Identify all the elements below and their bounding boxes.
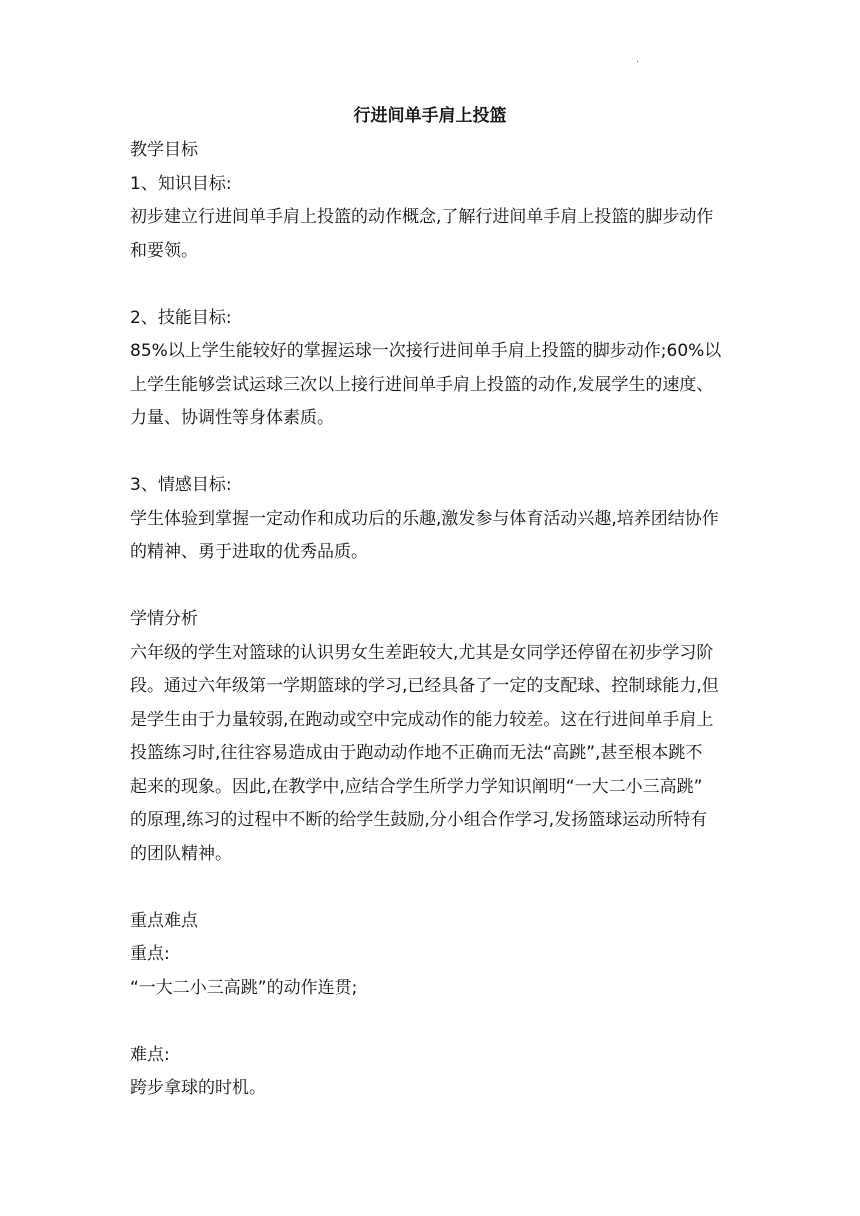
key-point-label: 重点: <box>130 944 170 964</box>
document-title: 行进间单手肩上投篮 <box>353 106 507 126</box>
analysis-line: 段。通过六年级第一学期篮球的学习,已经具备了一定的支配球、控制球能力,但 <box>130 676 719 696</box>
analysis-line: 是学生由于力量较弱,在跑动或空中完成动作的能力较差。这在行进间单手肩上 <box>130 709 714 730</box>
paragraph-gap <box>130 570 734 604</box>
knowledge-goal-line: 初步建立行进间单手肩上投篮的动作概念,了解行进间单手肩上投篮的脚步动作 <box>130 207 714 227</box>
emotion-goal-label: 3、情感目标: <box>130 475 232 495</box>
analysis-line: 六年级的学生对篮球的认识男女生差距较大,尤其是女同学还停留在初步学习阶 <box>130 642 714 663</box>
section-heading-goals: 教学目标 <box>130 140 198 160</box>
analysis-line: 起来的现象。因此,在教学中,应结合学生所学力学知识阐明“一大二小三高跳” <box>130 776 703 797</box>
paragraph-gap <box>130 871 734 905</box>
paragraph-gap <box>130 436 734 470</box>
paragraph-gap <box>130 268 734 302</box>
section-heading-keypoints: 重点难点 <box>130 910 198 931</box>
section-heading-analysis: 学情分析 <box>130 609 198 629</box>
paragraph-gap <box>130 1005 734 1039</box>
skill-goal-line: 85%以上学生能较好的掌握运球一次接行进间单手肩上投篮的脚步动作;60%以 <box>130 341 722 361</box>
emotion-goal-line: 的精神、勇于进取的优秀品质。 <box>130 542 368 562</box>
difficulty-text: 跨步拿球的时机。 <box>130 1078 266 1098</box>
document-body <box>130 134 734 1106</box>
emotion-goal-line: 学生体验到掌握一定动作和成功后的乐趣,激发参与体育活动兴趣,培养团结协作 <box>130 508 719 529</box>
analysis-line: 投篮练习时,往往容易造成由于跑动动作地不正确而无法“高跳”,甚至根本跳不 <box>130 743 703 763</box>
header-mark: · <box>636 57 640 68</box>
knowledge-goal-line: 和要领。 <box>130 240 198 261</box>
key-point-text: “一大二小三高跳”的动作连贯; <box>130 977 358 998</box>
skill-goal-line: 上学生能够尝试运球三次以上接行进间单手肩上投篮的动作,发展学生的速度、 <box>130 374 714 395</box>
analysis-line: 的团队精神。 <box>130 843 232 864</box>
knowledge-goal-label: 1、知识目标: <box>130 173 232 194</box>
skill-goal-label: 2、技能目标: <box>130 307 232 328</box>
analysis-line: 的原理,练习的过程中不断的给学生鼓励,分小组合作学习,发扬篮球运动所特有 <box>130 810 708 830</box>
skill-goal-line: 力量、协调性等身体素质。 <box>130 408 334 428</box>
difficulty-label: 难点: <box>130 1044 170 1065</box>
